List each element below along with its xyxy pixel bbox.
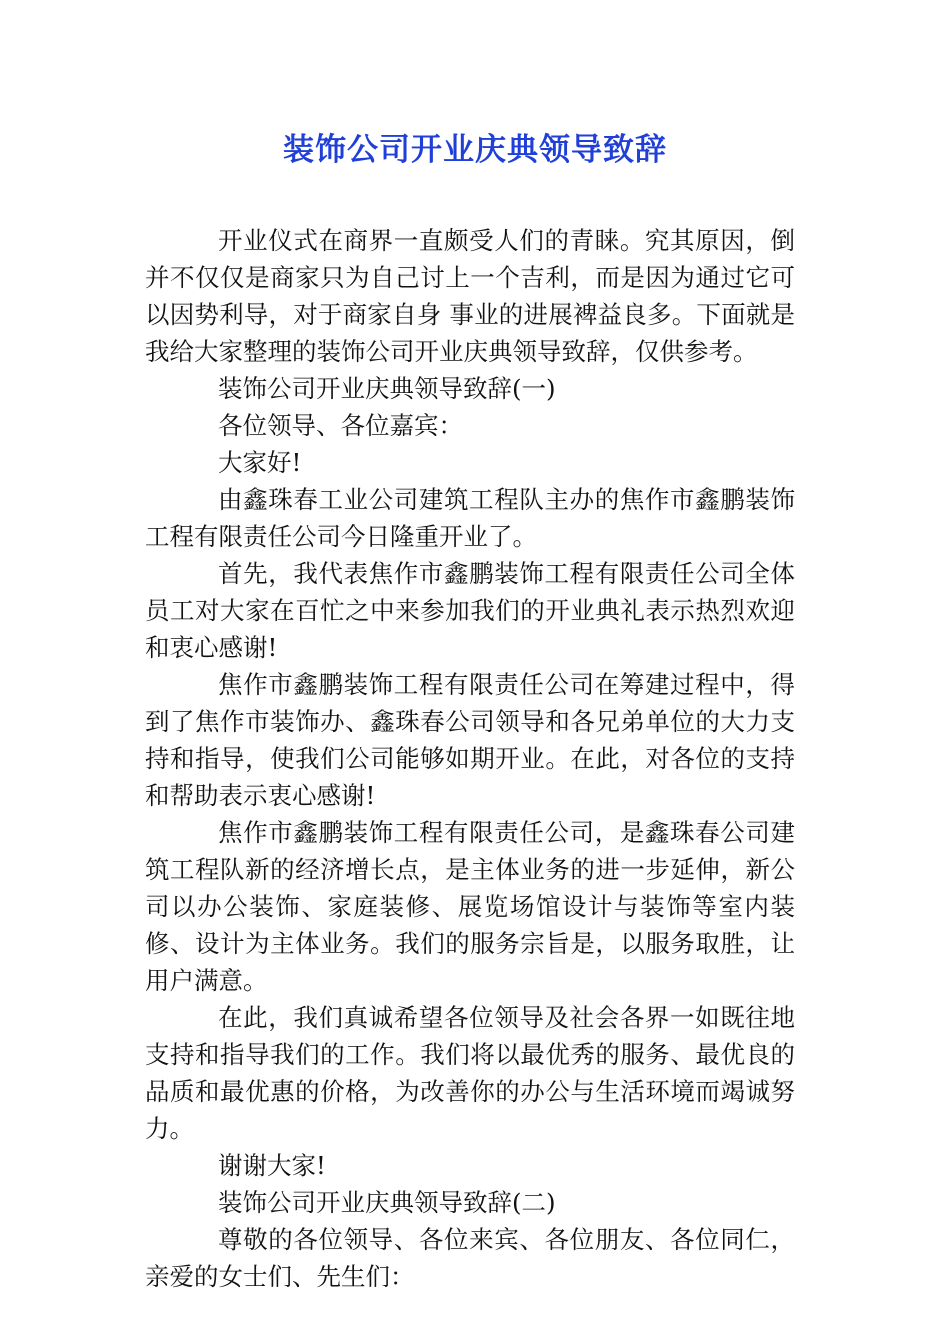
paragraph-welcome: 首先，我代表焦作市鑫鹏装饰工程有限责任公司全体员工对大家在百忙之中来参加我们的开业典礼表示热烈欢迎和衷心感谢!: [145, 559, 795, 662]
section-heading-1: 装饰公司开业庆典领导致辞(一): [218, 374, 556, 403]
paragraph-intro: 开业仪式在商界一直颇受人们的青睐。究其原因，倒并不仅仅是商家只为自己讨上一个吉利，而是因为通过它可以因势利导，对于商家自身 事业的进展裨益良多。下面就是我给大家整理的装饰公司开业庆典领导致辞，仅供参考。: [145, 226, 795, 366]
paragraph-hope: 在此，我们真诚希望各位领导及社会各界一如既往地支持和指导我们的工作。我们将以最优秀的服务、最优良的品质和最优惠的价格，为改善你的办公与生活环境而竭诚努力。: [145, 1003, 795, 1143]
greeting: 大家好!: [218, 448, 302, 477]
salutation: 各位领导、各位嘉宾：: [218, 411, 463, 440]
salutation-2: 尊敬的各位领导、各位来宾、各位朋友、各位同仁，亲爱的女士们、先生们：: [145, 1225, 795, 1291]
section-heading-2: 装饰公司开业庆典领导致辞(二): [218, 1188, 556, 1217]
paragraph-opening: 由鑫珠春工业公司建筑工程队主办的焦作市鑫鹏装饰工程有限责任公司今日隆重开业了。: [145, 485, 795, 551]
document-body: [145, 222, 795, 1295]
document-title: 装饰公司开业庆典领导致辞: [283, 132, 667, 168]
paragraph-thanks: 焦作市鑫鹏装饰工程有限责任公司在筹建过程中，得到了焦作市装饰办、鑫珠春公司领导和各兄弟单位的大力支持和指导，使我们公司能够如期开业。在此，对各位的支持和帮助表示衷心感谢!: [145, 670, 795, 810]
paragraph-business: 焦作市鑫鹏装饰工程有限责任公司，是鑫珠春公司建筑工程队新的经济增长点，是主体业务的进一步延伸，新公司以办公装饰、家庭装修、展览场馆设计与装饰等室内装修、设计为主体业务。我们的服务宗旨是，以服务取胜，让用户满意。: [145, 818, 795, 995]
closing-thanks: 谢谢大家!: [218, 1151, 326, 1180]
